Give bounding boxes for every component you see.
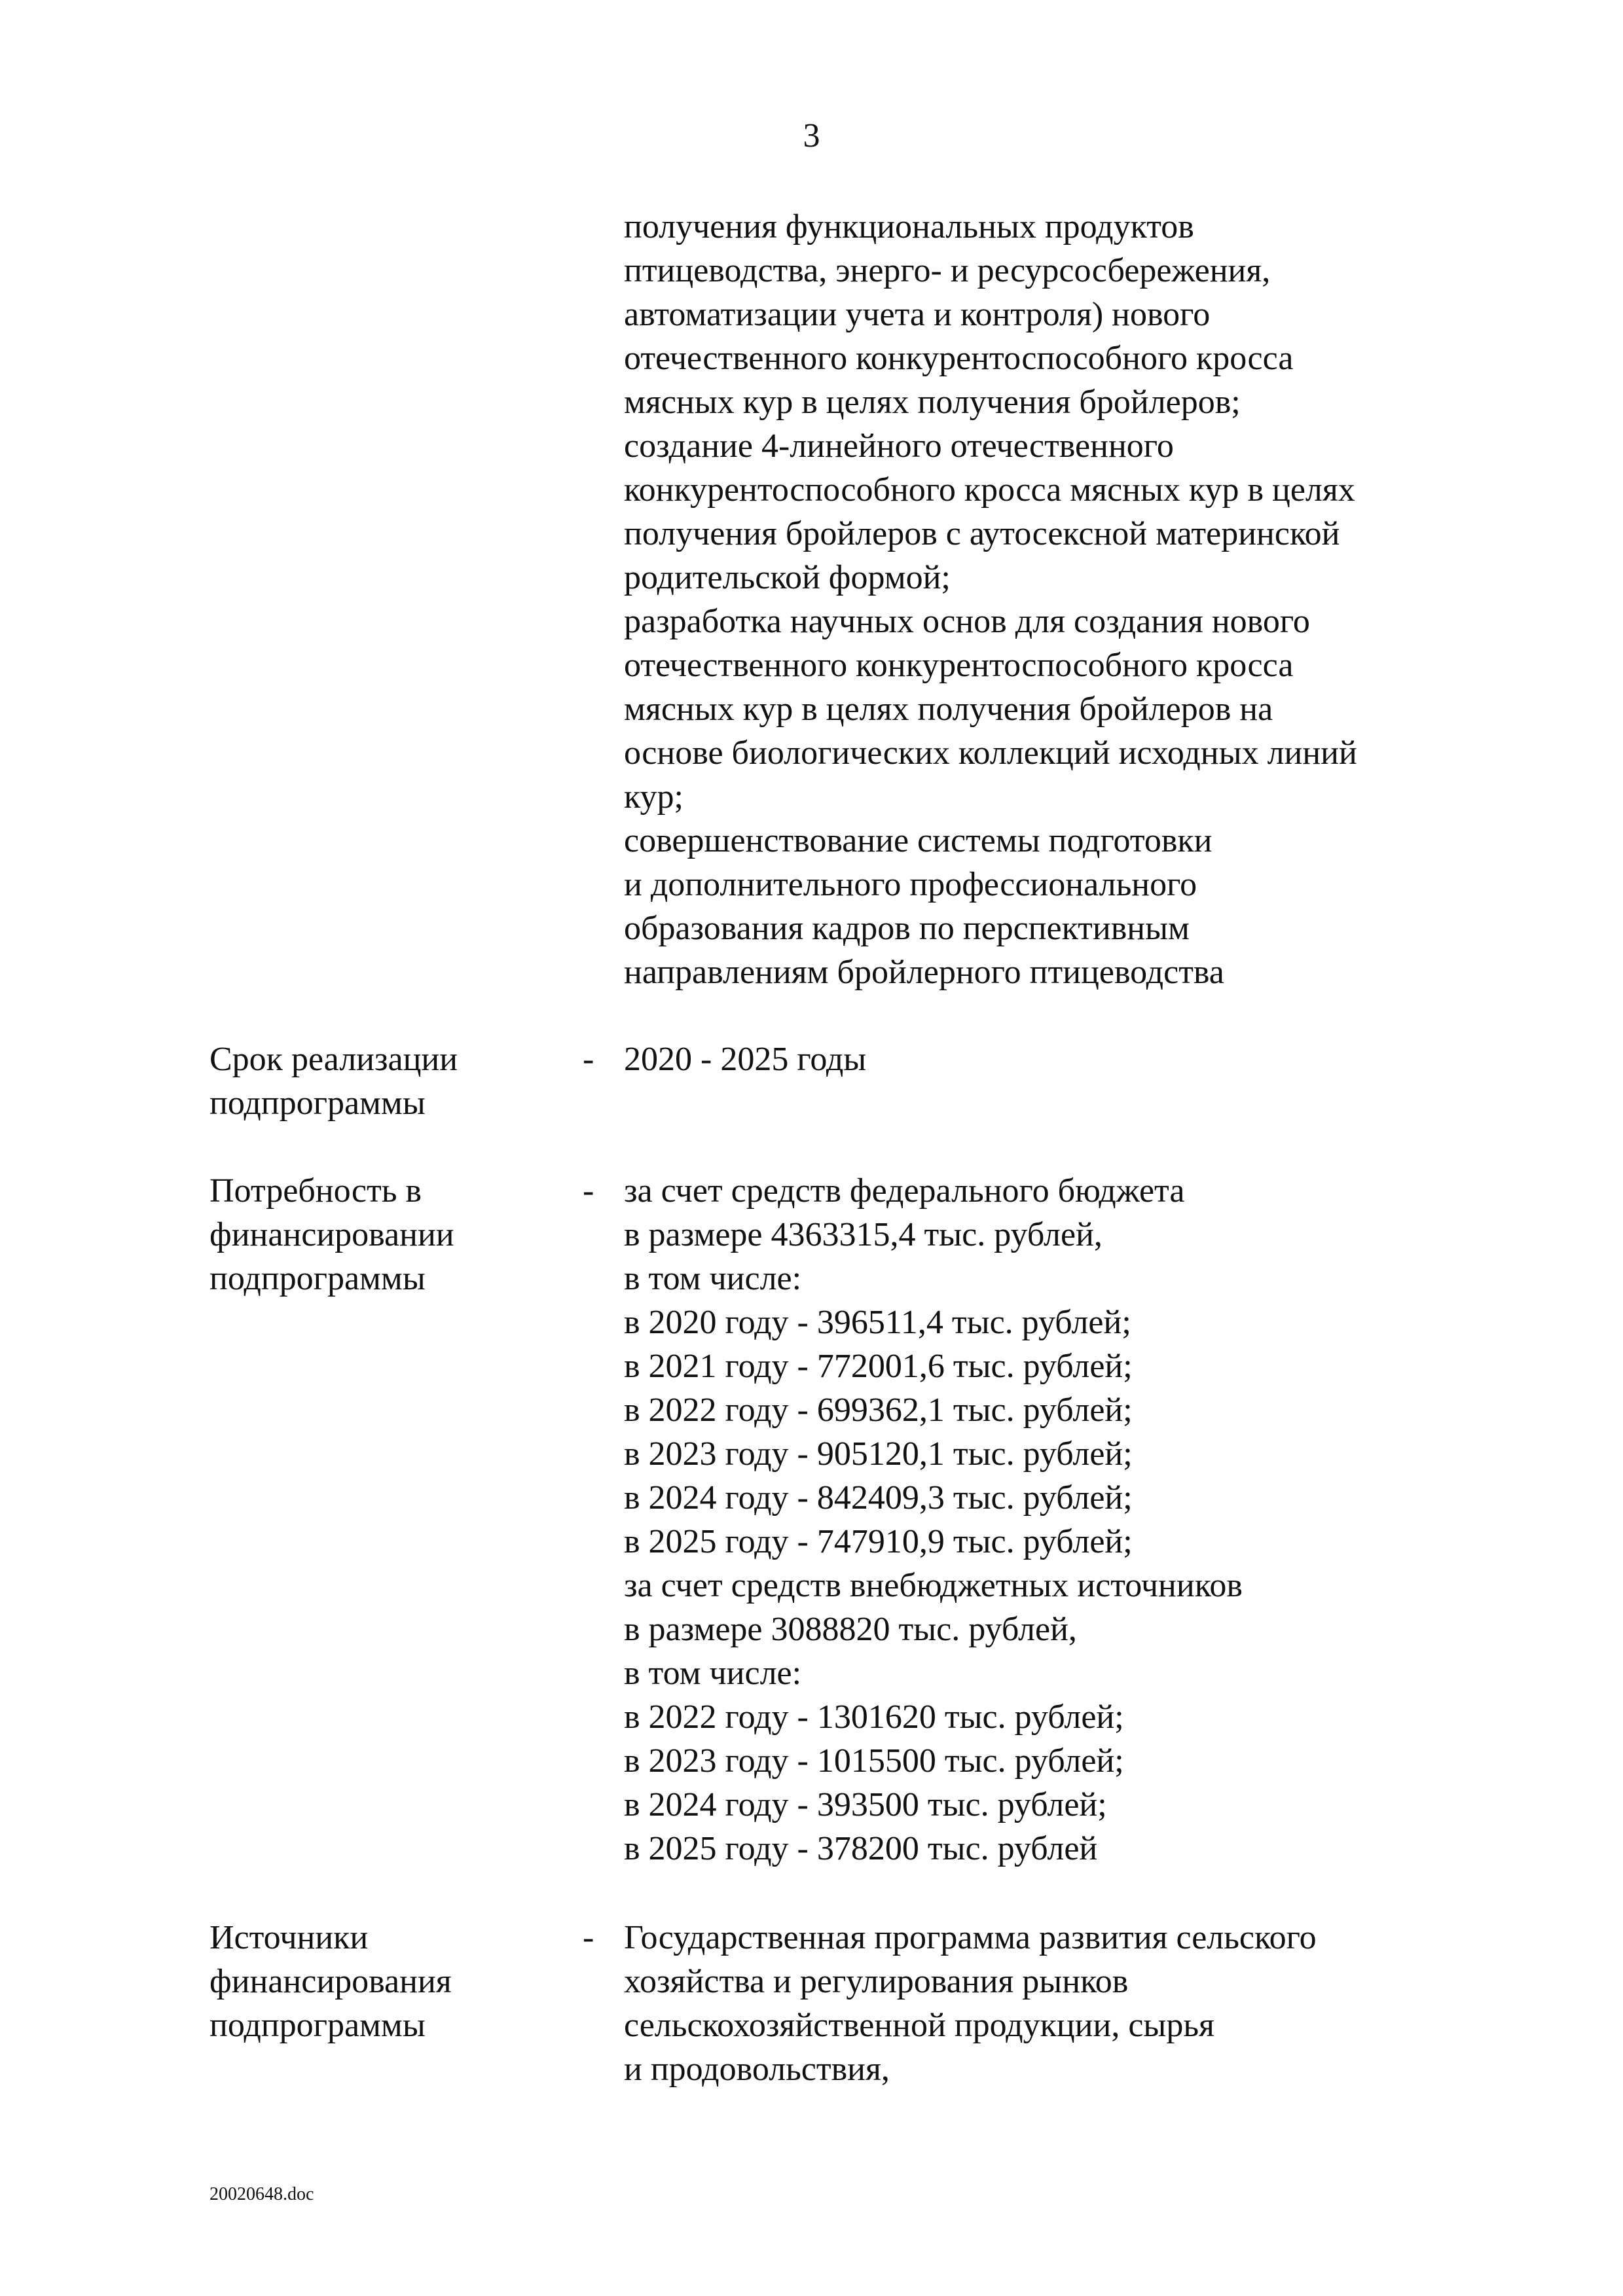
text-line: образования кадров по перспективным	[624, 910, 1190, 947]
value-line: в том числе:	[624, 1260, 802, 1297]
text-line: основе биологических коллекций исходных линий	[624, 734, 1357, 772]
value-line: в 2025 году - 378200 тыс. рублей	[624, 1830, 1098, 1867]
value-line: в 2020 году - 396511,4 тыс. рублей;	[624, 1304, 1131, 1341]
continuation-text	[624, 205, 1357, 994]
label-line: финансировании	[210, 1216, 454, 1253]
text-line: отечественного конкурентоспособного кросса	[624, 340, 1294, 377]
value-line: в 2024 году - 393500 тыс. рублей;	[624, 1786, 1107, 1823]
value-line: сельскохозяйственной продукции, сырья	[624, 2007, 1214, 2044]
text-line: разработка научных основ для создания нового	[624, 603, 1310, 640]
label-line: подпрограммы	[210, 1260, 426, 1297]
term-value	[624, 1037, 866, 1081]
label-line: Срок реализации	[210, 1041, 458, 1078]
term-label	[210, 1037, 458, 1125]
label-line: финансирования	[210, 1963, 452, 2000]
text-line: совершенствование системы подготовки	[624, 822, 1213, 859]
text-line: автоматизации учета и контроля) нового	[624, 296, 1211, 333]
value-line: в размере 4363315,4 тыс. рублей,	[624, 1216, 1103, 1253]
funding-sources-label	[210, 1916, 452, 2047]
text-line: направлениям бройлерного птицеводства	[624, 954, 1224, 991]
label-line: подпрограммы	[210, 1085, 426, 1122]
text-line: птицеводства, энерго- и ресурсосбережения,	[624, 252, 1271, 289]
value-line: в 2021 году - 772001,6 тыс. рублей;	[624, 1348, 1133, 1385]
value-line: Государственная программа развития сельского	[624, 1919, 1317, 1956]
label-line: подпрограммы	[210, 2007, 426, 2044]
text-line: отечественного конкурентоспособного кросса	[624, 647, 1294, 684]
value-line: в 2023 году - 1015500 тыс. рублей;	[624, 1742, 1124, 1780]
term-dash: -	[583, 1041, 594, 1078]
label-line: Потребность в	[210, 1172, 422, 1210]
value-line: в 2025 году - 747910,9 тыс. рублей;	[624, 1523, 1133, 1560]
text-line: кур;	[624, 778, 684, 816]
value-line: в 2022 году - 1301620 тыс. рублей;	[624, 1698, 1124, 1736]
value-line: и продовольствия,	[624, 2051, 890, 2088]
text-line: получения функциональных продуктов	[624, 208, 1194, 245]
text-line: создание 4-линейного отечественного	[624, 427, 1174, 465]
value-line: в том числе:	[624, 1655, 802, 1692]
funding-sources-dash: -	[583, 1919, 594, 1956]
text-line: и дополнительного профессионального	[624, 866, 1197, 903]
text-line: конкурентоспособного кросса мясных кур в целях	[624, 471, 1355, 509]
text-line: получения бройлеров с аутосексной материнской	[624, 515, 1340, 552]
value-line: в 2022 году - 699362,1 тыс. рублей;	[624, 1391, 1133, 1429]
value-line: за счет средств внебюджетных источников	[624, 1567, 1243, 1604]
text-line: мясных кур в целях получения бройлеров;	[624, 384, 1241, 421]
value-line: 2020 - 2025 годы	[624, 1041, 867, 1078]
value-line: в 2024 году - 842409,3 тыс. рублей;	[624, 1479, 1133, 1516]
value-line: хозяйства и регулирования рынков	[624, 1963, 1129, 2000]
value-line: в 2023 году - 905120,1 тыс. рублей;	[624, 1435, 1133, 1473]
label-line: Источники	[210, 1919, 369, 1956]
text-line: родительской формой;	[624, 559, 951, 596]
funding-need-label	[210, 1169, 454, 1300]
value-line: в размере 3088820 тыс. рублей,	[624, 1611, 1077, 1648]
funding-need-value	[624, 1169, 1243, 1871]
value-line: за счет средств федерального бюджета	[624, 1172, 1185, 1210]
funding-need-dash: -	[583, 1172, 594, 1210]
funding-sources-value	[624, 1916, 1317, 2091]
document-filename: 20020648.doc	[210, 2184, 314, 2204]
text-line: мясных кур в целях получения бройлеров на	[624, 691, 1273, 728]
page-number: 3	[803, 117, 820, 154]
